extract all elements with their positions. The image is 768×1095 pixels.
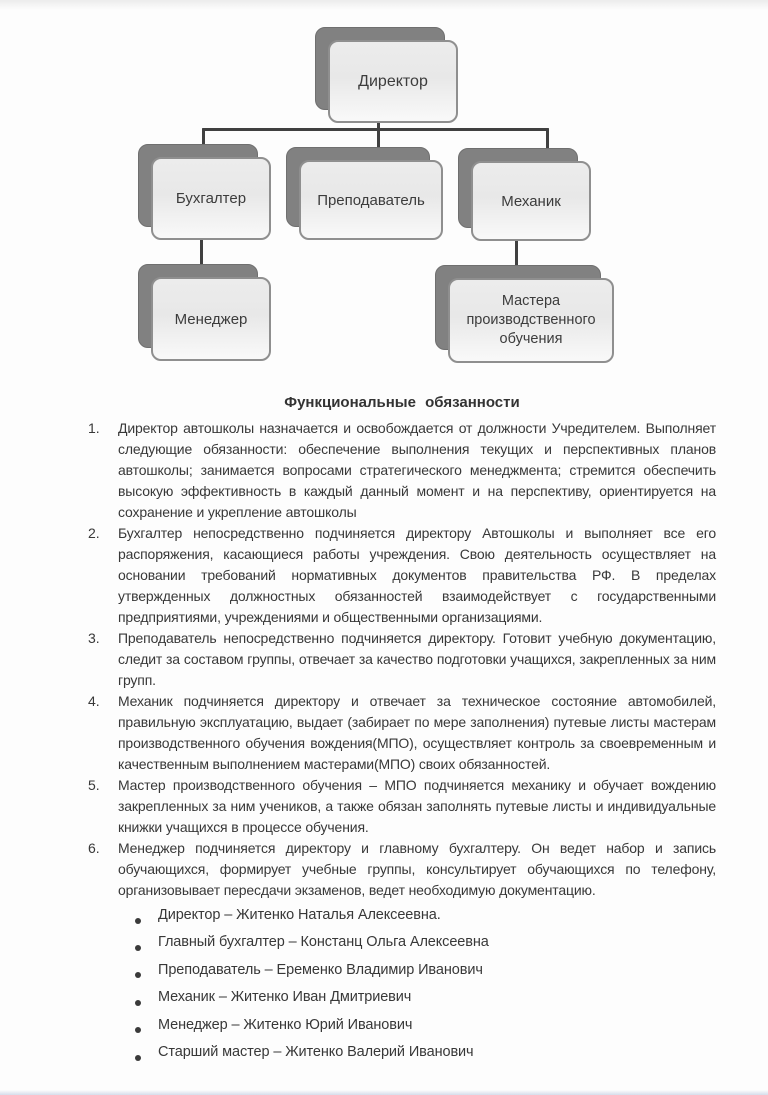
staff-text: Директор – Житенко Наталья Алексеевна. [158, 907, 441, 923]
duty-item-5 [88, 775, 716, 838]
staff-text: Менеджер – Житенко Юрий Иванович [158, 1016, 413, 1033]
duty-text: Бухгалтер непосредственно подчиняется директору Автошколы и выполняет все его распоряжения, касающиеся работы учреждения. Свою деятельность осуществляет на основании требований нормативных документов правительства РФ. В пределах утвержденных должностных обязанностей взаимодействует с государственными предприятиями, учреждениями и общественными организациями. [118, 525, 716, 625]
scan-edge-bottom [0, 1090, 768, 1095]
staff-text: Механик – Житенко Иван Дмитриевич [158, 989, 412, 1006]
document-body [88, 394, 716, 1071]
org-node-manager [138, 264, 271, 361]
duty-item-4 [88, 691, 716, 775]
duty-item-1 [88, 418, 716, 523]
staff-item-teacher [135, 962, 716, 989]
node-label-mechanic: Механик [501, 192, 561, 210]
duty-text: Менеджер подчиняется директору и главному бухгалтеру. Он ведет набор и запись обучающихся, формирует учебные группы, консультирует обучающихся по телефону, организовывает пересдачи экзаменов, ведет необходимую документацию. [118, 840, 716, 898]
node-card [448, 278, 614, 363]
duties-list [88, 418, 716, 901]
duty-number: 5. [88, 777, 100, 793]
duty-text: Механик подчиняется директору и отвечает за техническое состояние автомобилей, правильную эксплуатацию, выдает (забирает по мере заполнения) путевые листы мастерам производственного обучения вождения(МПО), осуществляет контроль за своевременным и качественным выполнением мастерами(МПО) своих обязанностей. [118, 693, 716, 772]
staff-item-manager [135, 1017, 716, 1044]
staff-text: Главный бухгалтер – Констанц Ольга Алексеевна [158, 934, 489, 951]
org-node-accountant [138, 144, 271, 240]
duty-text: Преподаватель непосредственно подчиняется директору. Готовит учебную документацию, следит за составом группы, отвечает за качество подготовки учащихся, закрепленных за ним групп. [118, 630, 716, 688]
duty-text: Мастер производственного обучения – МПО подчиняется механику и обучает вождению закрепленных за ним учеников, а также обязан заполнять путевые листы и индивидуальные книжки учащихся в процессе обучения. [118, 777, 716, 835]
staff-item-senior-master [135, 1044, 716, 1071]
org-node-mechanic [458, 148, 591, 241]
duty-number: 1. [88, 420, 100, 436]
bullet-icon [135, 945, 141, 951]
org-chart [0, 0, 768, 380]
staff-item-director [135, 907, 716, 934]
bullet-icon [135, 918, 141, 924]
connector-horizontal [202, 128, 549, 131]
duty-number: 2. [88, 525, 100, 541]
section-title: Функциональные обязанности [284, 394, 520, 411]
node-label-manager: Менеджер [174, 310, 248, 328]
node-card [471, 161, 591, 241]
org-node-teacher [286, 147, 443, 240]
staff-list [88, 907, 716, 1071]
node-label-accountant: Бухгалтер [175, 190, 247, 207]
node-label-masters: Мастера производственного обучения [466, 293, 596, 347]
node-card [151, 157, 271, 240]
node-label-teacher: Преподаватель [317, 191, 425, 209]
connector-to-mechanic [546, 128, 549, 150]
duty-item-3 [88, 628, 716, 691]
node-card [328, 40, 458, 123]
node-label-director: Директор [358, 73, 428, 90]
bullet-icon [135, 1027, 141, 1033]
node-card [299, 160, 443, 240]
duty-number: 3. [88, 630, 100, 646]
duty-text: Директор автошколы назначается и освобождается от должности Учредителем. Выполняет следующие обязанности: обеспечение выполнения текущих и перспективных планов автошколы; занимается вопросами стратегического менеджмента; стремится обеспечить высокую эффективность в каждый данный момент и на перспективу, ориентируется на сохранение и укрепление автошколы [118, 420, 716, 520]
org-node-masters [435, 265, 614, 363]
duty-number: 4. [88, 693, 100, 709]
duty-number: 6. [88, 840, 100, 856]
staff-item-chief-accountant [135, 934, 716, 961]
staff-item-mechanic [135, 989, 716, 1016]
duty-item-6 [88, 838, 716, 901]
staff-text: Старший мастер – Житенко Валерий Иванович [158, 1043, 474, 1060]
node-card [151, 277, 271, 361]
bullet-icon [135, 1000, 141, 1006]
bullet-icon [135, 1055, 141, 1061]
org-node-director [315, 27, 458, 123]
connector-to-teacher [377, 128, 380, 149]
duty-item-2 [88, 523, 716, 628]
staff-text: Преподаватель – Еременко Владимир Иванович [158, 961, 483, 978]
bullet-icon [135, 972, 141, 978]
